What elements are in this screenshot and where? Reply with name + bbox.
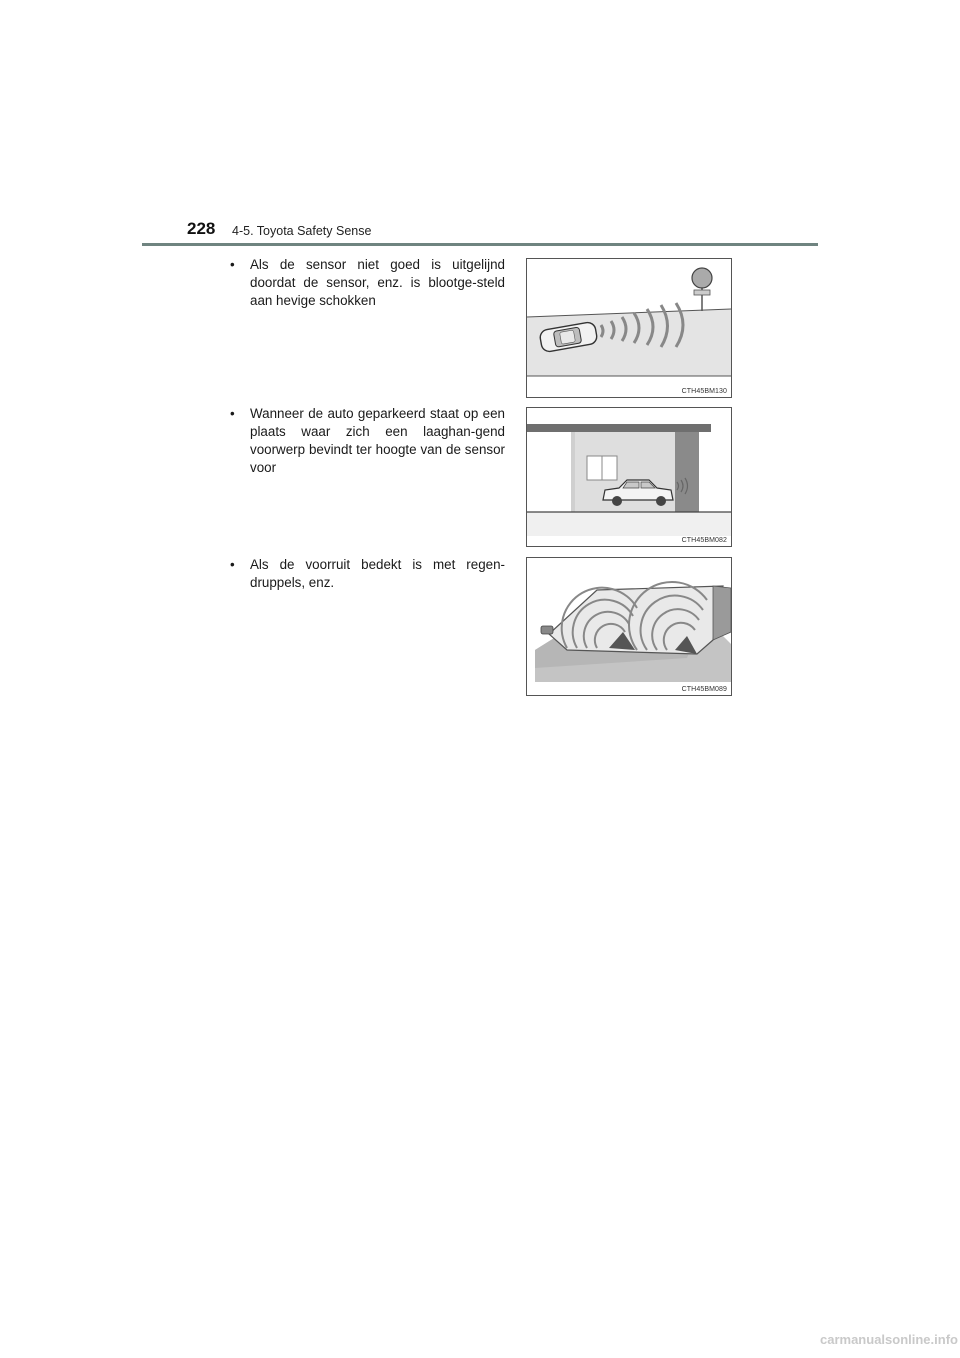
bullet-marker: • (230, 257, 235, 272)
illustration-car-sensor-beam (527, 259, 731, 397)
bullet-marker: • (230, 406, 235, 421)
bullet-item-misaligned-sensor (230, 256, 505, 310)
figure-low-hanging-object (526, 407, 732, 547)
figure-code: CTH45BM130 (681, 388, 727, 395)
figure-code: CTH45BM089 (681, 686, 727, 693)
bullet-item-raindrops (230, 556, 505, 592)
figure-wet-windshield (526, 557, 732, 696)
figure-code: CTH45BM082 (681, 537, 727, 544)
page-number: 228 (187, 219, 216, 238)
figure-sensor-misaligned (526, 258, 732, 398)
illustration-carport (527, 408, 731, 546)
bullet-text: Als de sensor niet goed is uitgelijnd doordat de sensor, enz. is blootge-steld aan hevige schokken (250, 257, 505, 308)
bullet-item-low-object (230, 405, 505, 477)
bullet-text: Als de voorruit bedekt is met regen-druppels, enz. (250, 557, 505, 590)
illustration-windshield-raindrops (527, 558, 731, 695)
section-title: 4-5. Toyota Safety Sense (232, 224, 372, 238)
header-divider (142, 243, 818, 246)
bullet-text: Wanneer de auto geparkeerd staat op een plaats waar zich een laaghan-gend voorwerp bevindt ter hoogte van de sensor voor (250, 406, 505, 475)
bullet-marker: • (230, 557, 235, 572)
watermark: carmanualsonline.info (820, 1332, 958, 1347)
